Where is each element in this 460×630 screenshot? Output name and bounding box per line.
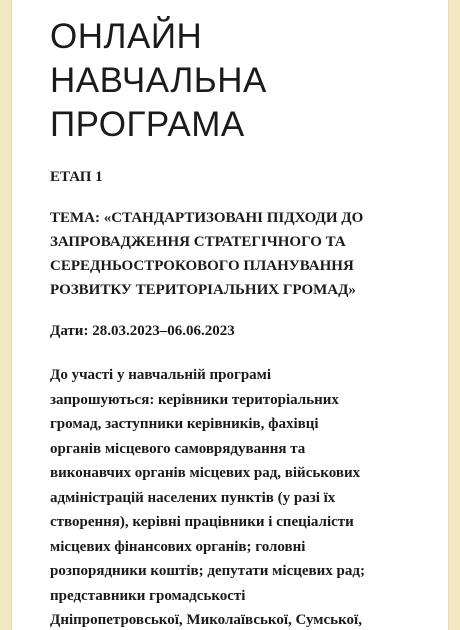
- body-line: виконавчих органів місцевих рад, військових: [50, 465, 361, 481]
- body-line: Дніпропетровської, Миколаївської, Сумської,: [50, 612, 362, 628]
- topic-line: РОЗВИТКУ ТЕРИТОРІАЛЬНИХ ГРОМАД»: [50, 282, 356, 298]
- body-line: представники громадськості: [50, 587, 246, 604]
- dates-line: Дати: 28.03.2023–06.06.2023: [50, 323, 235, 339]
- body-line: адміністрацій населених пунктів (у разі їх: [50, 489, 336, 506]
- body-line: запрошуються: керівники територіальних: [50, 391, 339, 408]
- document-card: [11, 0, 449, 630]
- program-title: [50, 15, 267, 147]
- topic-line: ТЕМА: «СТАНДАРТИЗОВАНІ ПІДХОДИ ДО: [50, 210, 364, 226]
- title-line: ОНЛАЙН: [50, 17, 203, 56]
- body-line: створення), керівні працівники і спеціалісти: [50, 514, 354, 530]
- topic-line: СЕРЕДНЬОСТРОКОВОГО ПЛАНУВАННЯ: [50, 258, 354, 274]
- title-line: ПРОГРАМА: [50, 105, 245, 144]
- body-line: громад, заступники керівників, фахівці: [50, 416, 319, 432]
- body-line: розпорядники коштів; депутати місцевих рад;: [50, 563, 365, 579]
- title-line: НАВЧАЛЬНА: [50, 61, 267, 100]
- topic-line: ЗАПРОВАДЖЕННЯ СТРАТЕГІЧНОГО ТА: [50, 234, 346, 250]
- body-line: До участі у навчальній програмі: [50, 367, 272, 383]
- stage-label: ЕТАП 1: [50, 169, 103, 185]
- body-line: органів місцевого самоврядування та: [50, 440, 306, 457]
- participants-paragraph: [50, 363, 449, 630]
- body-line: місцевих фінансових органів; головні: [50, 538, 306, 555]
- topic-heading: [50, 206, 449, 302]
